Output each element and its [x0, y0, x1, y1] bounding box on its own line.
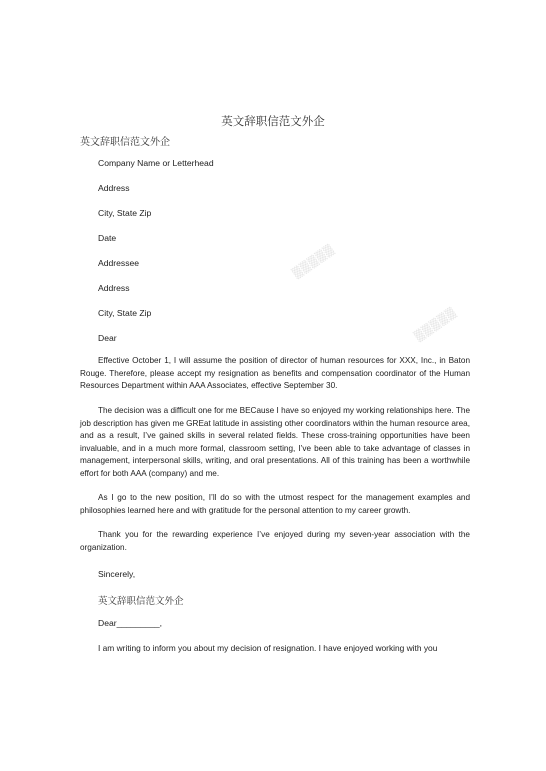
closing: Sincerely, [98, 569, 136, 579]
address-line: City, State Zip [98, 308, 152, 318]
salutation: Dear [98, 333, 117, 343]
body-paragraph: The decision was a difficult one for me BECause I have so enjoyed my working relationships here. The job description has given me GREat latitude in assisting other coordinators within the human resource area, and as a result, I’ve gained skills in several related fields. These cross-training opportunities have been invaluable, and in a much more formal, classroom setting, I’ve been able to take advantage of classes in management, interpersonal skills, writing, and oral presentations. All of this training has been a worthwhile effort for both AAA (company) and me. [80, 406, 470, 478]
second-salutation: Dear_________, [98, 618, 163, 628]
document-subtitle: 英文辞职信范文外企 [80, 137, 170, 148]
address-line: City, State Zip [98, 208, 152, 218]
body-paragraph: Effective October 1, I will assume the position of director of human resources for XXX, Inc., in Baton Rouge. Therefore, please accept my resignation as benefits and compensation coordinator of the Human Resources Department within AAA Associates, effective September 30. [80, 356, 470, 391]
address-line: Address [98, 183, 130, 193]
body-paragraph: As I go to the new position, I’ll do so with the utmost respect for the management examples and philosophies learned here and with gratitude for the personal attention to my career growth. [80, 493, 470, 515]
address-line: Address [98, 283, 130, 293]
watermark: ▒▒▒▒▒ [290, 242, 337, 281]
body-paragraph: Thank you for the rewarding experience I’ve enjoyed during my seven-year association with the organization. [80, 530, 470, 552]
watermark: ▒▒▒▒▒ [412, 305, 459, 344]
address-line: Date [98, 233, 117, 243]
second-letter-title: 英文辞职信范文外企 [98, 596, 184, 607]
address-line: Company Name or Letterhead [98, 158, 214, 168]
second-letter-first-line: I am writing to inform you about my decision of resignation. I have enjoyed working with you [98, 643, 438, 653]
address-line: Addressee [98, 258, 140, 268]
document-title: 英文辞职信范文外企 [221, 114, 325, 128]
